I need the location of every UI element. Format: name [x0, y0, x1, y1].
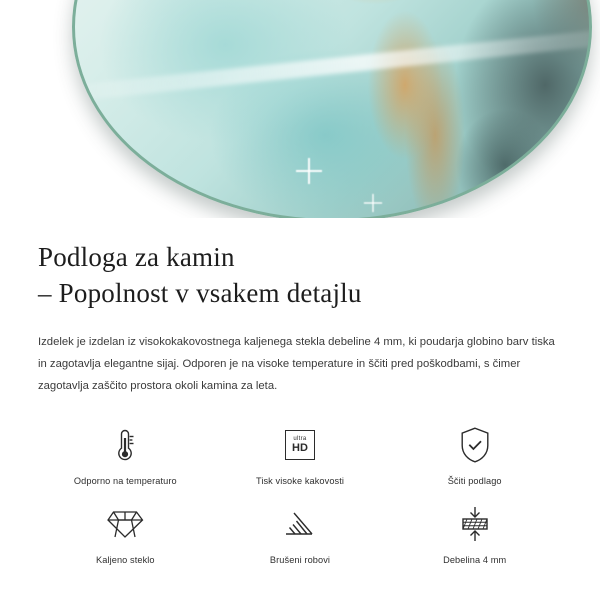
ultra-hd-icon — [285, 423, 315, 467]
feature-item-temperature — [38, 423, 213, 486]
thermometer-icon — [112, 423, 138, 467]
feature-label: Ščiti podlago — [447, 475, 502, 486]
page-title — [38, 240, 562, 312]
thickness-arrows-icon — [456, 502, 494, 546]
page-title-line-1: Podloga za kamin — [38, 242, 235, 272]
ultra-hd-badge-bottom: HD — [292, 441, 308, 454]
feature-label: Kaljeno steklo — [96, 554, 155, 565]
feature-item-thickness — [387, 502, 562, 565]
feature-label: Brušeni robovi — [269, 554, 331, 565]
polished-edges-icon — [282, 502, 318, 546]
feature-item-print-quality — [213, 423, 388, 486]
hero-image — [0, 0, 600, 218]
page-title-line-2: – Popolnost v vsakem detajlu — [38, 277, 362, 308]
feature-label: Tisk visoke kakovosti — [255, 475, 345, 486]
feature-label: Odporno na temperaturo — [73, 475, 177, 486]
feature-item-surface-protection — [387, 423, 562, 486]
feature-grid — [38, 423, 562, 565]
content-area — [0, 240, 600, 565]
shield-check-icon — [458, 423, 492, 467]
round-glass-mat-image — [72, 0, 592, 218]
diamond-icon — [105, 502, 145, 546]
product-description-text: Izdelek je izdelan iz visokokakovostnega kaljenega stekla debeline 4 mm, ki poudarja globino barv tiska in zagotavlja elegantne sijaj. Odporen je na visoke temperature in ščiti pred poškodbami, s čimer zagotavlja zaščito prostora okoli kamina za leta. — [38, 335, 555, 392]
feature-item-tempered-glass — [38, 502, 213, 565]
feature-label: Debelina 4 mm — [443, 554, 507, 565]
feature-item-polished-edges — [213, 502, 388, 565]
ultra-hd-badge-top: ultra — [293, 435, 307, 442]
